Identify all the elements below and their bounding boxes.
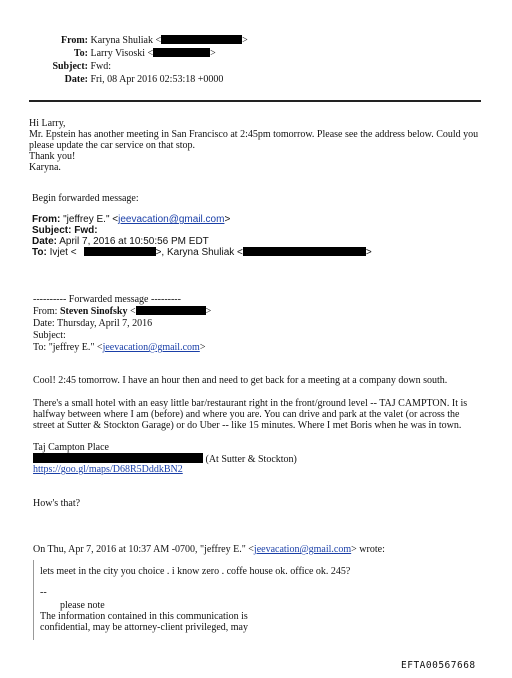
header-to: To: Larry Visoski < > bbox=[30, 48, 216, 59]
header-date-label: Date: bbox=[64, 74, 88, 85]
signature-dashes: -- bbox=[40, 587, 47, 598]
quoted-text: lets meet in the city you choice . i know zero . coffe house ok. office ok. 245? bbox=[40, 566, 351, 577]
header-to-value: Larry Visoski < bbox=[90, 48, 154, 59]
message-paragraph: Cool! 2:45 tomorrow. I have an hour then and need to get back for a meeting at a company down south. bbox=[33, 375, 448, 386]
redaction-block bbox=[243, 247, 366, 256]
header-divider bbox=[29, 100, 481, 102]
map-link[interactable]: https://goo.gl/maps/D68R5DddkBN2 bbox=[33, 464, 183, 475]
thanks-line: Thank you! bbox=[29, 151, 76, 162]
message-paragraph: street at Sutter & Stockton Garage) or do Uber -- like 15 minutes. Where I met Boris when he was in town. bbox=[33, 420, 462, 431]
header-from: From: Karyna Shuliak < > bbox=[30, 35, 248, 46]
signature: Karyna. bbox=[29, 162, 61, 173]
document-id: EFTA00567668 bbox=[401, 660, 476, 671]
quote-bar bbox=[33, 560, 34, 640]
header-from-label: From: bbox=[60, 35, 88, 46]
question-line: How's that? bbox=[33, 498, 81, 509]
disclaimer-line: confidential, may be attorney-client privileged, may bbox=[40, 622, 248, 633]
redaction-block bbox=[136, 306, 206, 315]
header-subject-value: Fwd: bbox=[90, 61, 112, 72]
place-name: Taj Campton Place bbox=[33, 442, 109, 453]
header-to-label: To: bbox=[73, 48, 88, 59]
redaction-block bbox=[84, 247, 156, 256]
greeting: Hi Larry, bbox=[29, 118, 66, 129]
fwd2-date: Date: Thursday, April 7, 2016 bbox=[33, 318, 153, 329]
redaction-block bbox=[161, 35, 242, 44]
header-date bbox=[30, 74, 223, 85]
disclaimer-heading: please note bbox=[60, 600, 105, 611]
header-subject-label: Subject: bbox=[52, 61, 88, 72]
fwd1-date: Date: April 7, 2016 at 10:50:56 PM EDT bbox=[32, 236, 209, 247]
reply-intro: On Thu, Apr 7, 2016 at 10:37 AM -0700, "jeffrey E." <jeevacation@gmail.com> wrote: bbox=[33, 544, 385, 555]
disclaimer-line: The information contained in this communication is bbox=[40, 611, 248, 622]
fwd2-subject: Subject: bbox=[33, 330, 66, 341]
fwd1-subject: Subject: Fwd: bbox=[32, 225, 98, 236]
body-line: Mr. Epstein has another meeting in San Francisco at 2:45pm tomorrow. Please see the address below. Could you bbox=[29, 129, 479, 140]
fwd2-to: To: "jeffrey E." <jeevacation@gmail.com> bbox=[33, 342, 206, 353]
header-subject bbox=[30, 61, 111, 72]
email-link[interactable]: jeevacation@gmail.com bbox=[118, 214, 225, 225]
message-paragraph: halfway between where I am (before) and where you are. You can drive and park at the valet (or across the bbox=[33, 409, 460, 420]
body-line: please update the car service on that stop. bbox=[29, 140, 196, 151]
fwd1-to: To: Ivjet < >, Karyna Shuliak < > bbox=[32, 247, 372, 258]
fwd2-from: From: Steven Sinofsky < > bbox=[33, 306, 212, 317]
header-from-value: Karyna Shuliak < bbox=[90, 35, 162, 46]
header-date-value: Fri, 08 Apr 2016 02:53:18 +0000 bbox=[90, 74, 224, 85]
forwarded-intro: Begin forwarded message: bbox=[32, 193, 139, 204]
redaction-block bbox=[153, 48, 210, 57]
forwarded-heading: ---------- Forwarded message --------- bbox=[33, 294, 181, 305]
fwd1-from: From: "jeffrey E." <jeevacation@gmail.com> bbox=[32, 214, 231, 225]
message-paragraph: There's a small hotel with an easy little bar/restaurant right in the front/ground level -- TAJ CAMPTON. It is bbox=[33, 398, 468, 409]
email-link[interactable]: jeevacation@gmail.com bbox=[253, 544, 352, 555]
redaction-block bbox=[33, 453, 203, 463]
place-address: (At Sutter & Stockton) bbox=[33, 453, 297, 465]
email-link[interactable]: jeevacation@gmail.com bbox=[102, 342, 200, 353]
